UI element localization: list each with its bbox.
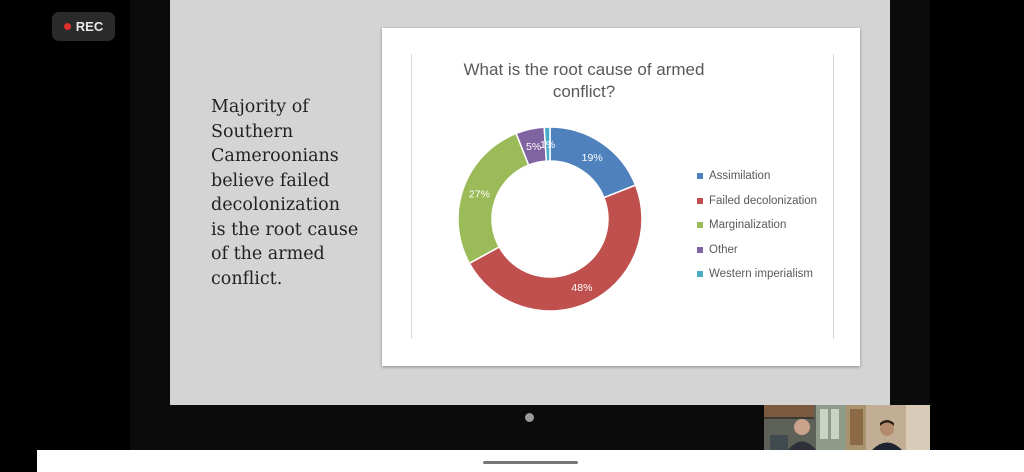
chart-title — [452, 59, 716, 103]
slide-text-line: decolonization — [211, 195, 340, 215]
slice-data-label: 19% — [581, 151, 603, 164]
recording-label: REC — [75, 19, 104, 34]
slide-text-line: of the armed — [211, 244, 325, 264]
slice-data-label: 5% — [526, 140, 542, 153]
legend-label: Other — [709, 243, 738, 256]
chart-title-line: conflict? — [552, 82, 616, 101]
legend-swatch — [697, 247, 703, 253]
chart-title-line: What is the root cause of armed — [463, 60, 705, 79]
home-indicator[interactable] — [483, 461, 578, 464]
legend-item — [697, 238, 817, 263]
slide-text-line: Southern — [211, 121, 294, 142]
participant-image — [764, 405, 846, 450]
chart-card — [382, 28, 860, 366]
legend-item — [697, 213, 817, 238]
legend-label: Failed decolonization — [709, 194, 818, 207]
slide-text-line: Majority of — [211, 97, 309, 117]
slice-data-label: 1% — [540, 139, 556, 152]
legend-swatch — [697, 198, 703, 204]
legend-label: Western imperialism — [709, 268, 813, 281]
legend-swatch — [697, 222, 703, 228]
record-dot-icon — [64, 23, 71, 30]
legend-swatch — [697, 271, 703, 277]
slide-text-line: is the root cause — [211, 219, 359, 240]
slide-text-line: believe failed — [211, 170, 330, 191]
participant-image — [846, 405, 930, 450]
legend-item — [697, 189, 817, 214]
chart-frame-line-right — [833, 54, 834, 339]
slice-data-label: 27% — [468, 188, 490, 201]
bottom-bar — [37, 450, 1024, 472]
page-indicator-dot[interactable] — [525, 413, 534, 422]
chart-frame-line-left — [411, 54, 412, 339]
slide-text-line: conflict. — [211, 268, 283, 289]
legend-swatch — [697, 173, 703, 179]
recording-indicator — [52, 12, 115, 41]
participant-video-2[interactable] — [846, 405, 930, 450]
legend-item — [697, 262, 817, 287]
donut-chart — [442, 120, 658, 318]
participant-video-1[interactable] — [764, 405, 846, 450]
presentation-slide — [170, 0, 890, 405]
slide-text — [211, 95, 371, 291]
legend-item — [697, 164, 817, 189]
slide-text-line: Cameroonians — [211, 146, 339, 166]
slice-data-label: 48% — [571, 281, 593, 294]
legend-label: Marginalization — [709, 219, 787, 232]
chart-legend — [697, 164, 817, 287]
legend-label: Assimilation — [709, 170, 771, 183]
